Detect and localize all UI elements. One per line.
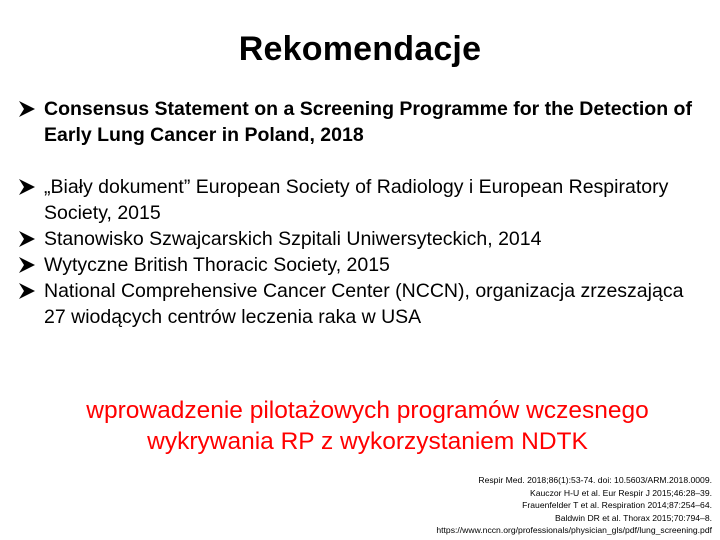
bullet-item: [18, 174, 708, 226]
reference-line: Respir Med. 2018;86(1):53-74. doi: 10.5603/ARM.2018.0009.: [478, 475, 712, 485]
bullet-item: [18, 226, 708, 252]
references: [252, 474, 712, 537]
bullet-text: National Comprehensive Cancer Center (NCCN), organizacja zrzeszająca 27 wiodących centrów leczenia raka w USA: [44, 280, 684, 328]
bullet-item: [18, 96, 708, 148]
arrowhead-bullet-icon: [18, 178, 36, 196]
bullet-item: [18, 252, 708, 278]
arrowhead-bullet-icon: [18, 256, 36, 274]
bullet-text: Consensus Statement on a Screening Programme for the Detection of Early Lung Cancer in Poland, 2018: [44, 98, 692, 146]
reference-line: Baldwin DR et al. Thorax 2015;70:794–8.: [554, 512, 712, 523]
arrowhead-bullet-icon: [18, 282, 36, 300]
highlight-line: wykrywania RP z wykorzystaniem NDTK: [147, 428, 588, 455]
bullet-text: Stanowisko Szwajcarskich Szpitali Uniwersyteckich, 2014: [44, 228, 542, 250]
bullet-item: [18, 278, 708, 330]
bullet-list: [18, 96, 708, 330]
reference-line: Kauczor H-U et al. Eur Respir J 2015;46:28–39.: [530, 487, 712, 498]
slide-title: Rekomendacje: [238, 30, 482, 68]
arrowhead-bullet-icon: [18, 230, 36, 248]
bullet-text: Wytyczne British Thoracic Society, 2015: [44, 254, 390, 276]
arrowhead-bullet-icon: [18, 100, 36, 118]
reference-link[interactable]: https://www.nccn.org/professionals/physician_gls/pdf/lung_screening.pdf: [436, 525, 712, 535]
highlight-statement: [0, 395, 720, 457]
bullet-gap: [18, 148, 708, 174]
bullet-text: „Biały dokument” European Society of Radiology i European Respiratory Society, 2015: [44, 176, 669, 224]
highlight-line: wprowadzenie pilotażowych programów wczesnego: [86, 397, 649, 424]
reference-line: Frauenfelder T et al. Respiration 2014;87:254–64.: [522, 500, 712, 510]
